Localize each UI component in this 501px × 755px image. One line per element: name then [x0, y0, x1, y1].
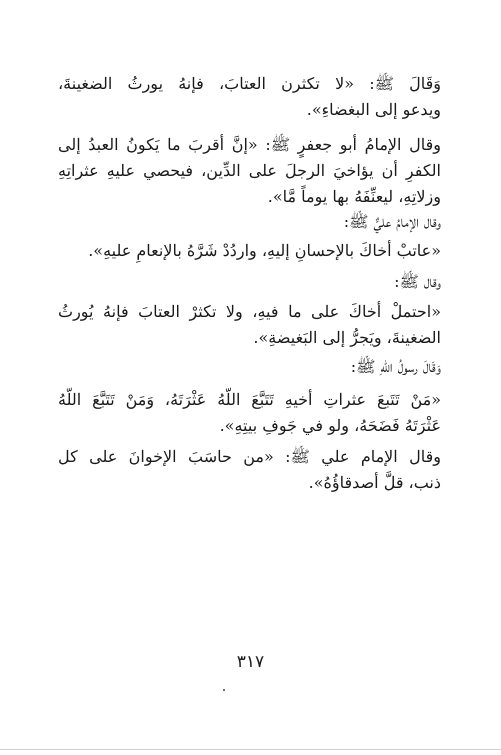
- text-line-13: عَثْرَتَهُ فَضَحَهُ، ولو في جَوفِ بيتِهِ».: [219, 416, 441, 435]
- text-line-14: وقال الإمام علي ﷺ: «من حاسَبَ الإخوانَ على كل: [58, 447, 441, 466]
- page-bottom-edge: [0, 749, 501, 750]
- text-line-2: ويدعو إلى البغضاءِ».: [306, 100, 441, 119]
- page-number: ٣١٧: [236, 652, 265, 672]
- text-line-11: وَقَالَ رسولُ اللّهِ ﷺ:: [350, 357, 441, 376]
- text-line-3: وقال الإمامُ أبو جعفرٍ ﷺ: «إنَّ أقربَ ما يَكونُ العبدُ إلى: [58, 135, 441, 154]
- decorative-dot: [223, 689, 225, 691]
- text-line-12: «مَنْ تَتَبعَ عثراتِ أخيهِ تَتَبَّعَ اللّهُ عَثْرَتَهُ، وَمَنْ تَتَبَّعَ اللّهُ: [58, 390, 441, 409]
- text-line-4: الكفرِ أن يؤاخيَ الرجلَ على الدِّين، فيحصي عليهِ عثراتِهِ: [58, 161, 441, 180]
- text-line-8: وقال ﷺ:: [394, 272, 441, 291]
- text-line-10: الضغينةَ، ويَجرُّ إلى البَغيضةِ».: [253, 328, 441, 347]
- text-line-1: وَقَالَ ﷺ: «لا تكثرن العتابَ، فإنهُ يورثُ الضغينةَ،: [58, 74, 441, 93]
- text-line-9: «احتملْ أخاكَ على ما فيهِ، ولا تكثرْ العتابَ فإنهُ يُورثُ: [58, 302, 441, 321]
- text-line-7: «عاتبْ أخاكَ بالإحسانِ إليهِ، واردُدْ شَرَّهُ بالإنعامِ عليهِ».: [88, 241, 441, 260]
- text-line-6: وقال الإمامُ عليٌّ ﷺ:: [343, 212, 441, 231]
- text-line-5: وزلاتِهِ، ليعنِّفَهُ بها يوماً مَّا».: [267, 187, 441, 206]
- text-line-15: ذنب، قلَّ أصدقاؤُهُ».: [308, 473, 441, 492]
